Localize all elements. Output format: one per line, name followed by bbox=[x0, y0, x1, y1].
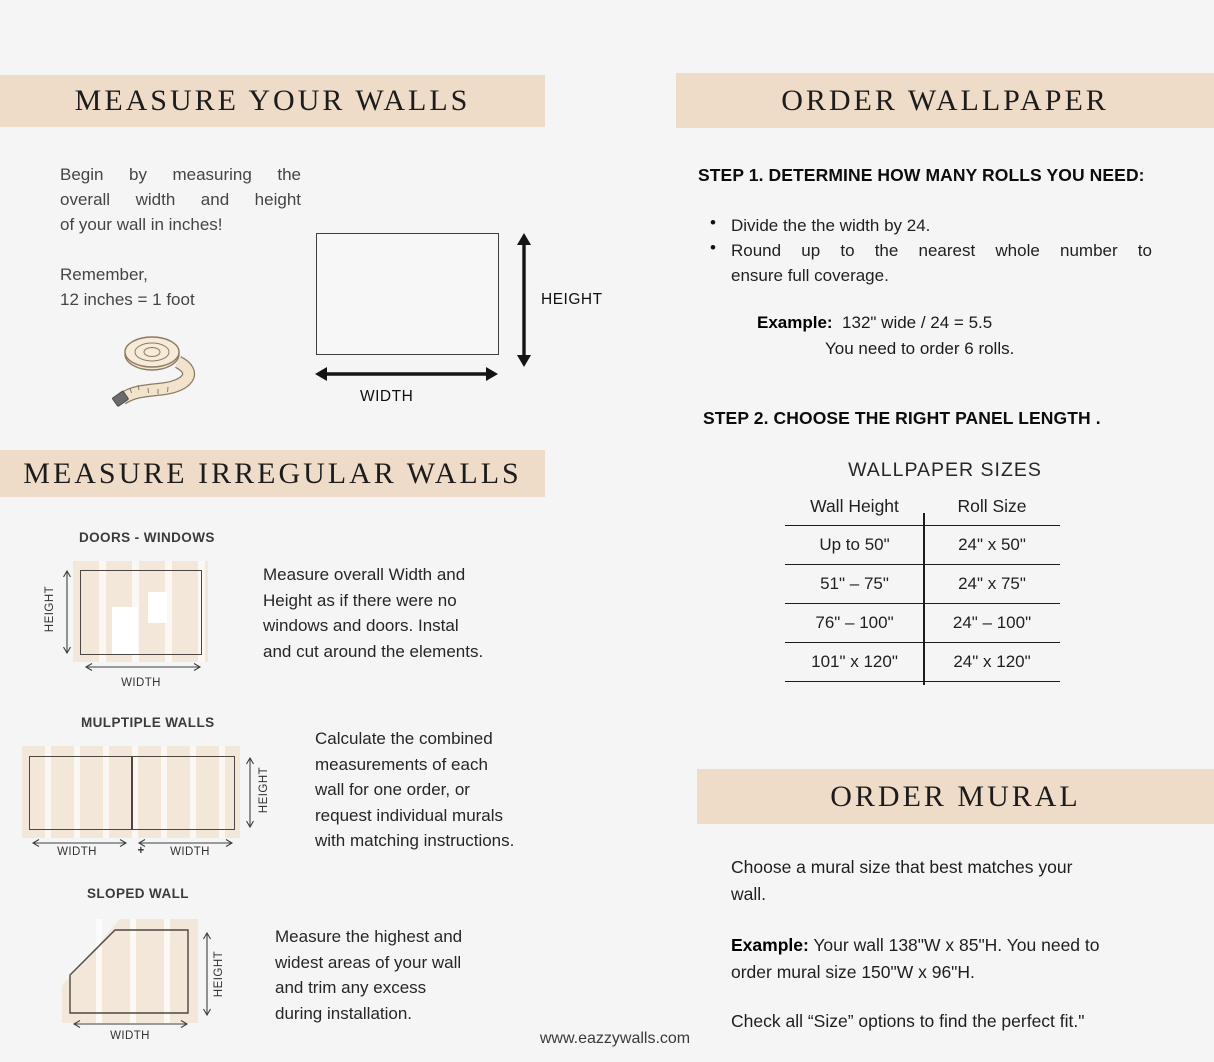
tape-measure-icon bbox=[108, 328, 210, 408]
text-line: wall for one order, or bbox=[315, 780, 470, 799]
multiple-walls-heading: MULPTIPLE WALLS bbox=[81, 715, 215, 730]
doors-windows-text bbox=[263, 562, 525, 664]
sloped-wall-diagram bbox=[58, 916, 208, 1028]
wall-divider-line bbox=[131, 756, 133, 829]
mural-example bbox=[731, 932, 1159, 986]
text-line: and cut around the elements. bbox=[263, 641, 484, 661]
multiple-height-arrow bbox=[245, 756, 255, 829]
sloped-height-arrow bbox=[202, 931, 212, 1017]
text-line: windows and doors. Instal bbox=[263, 616, 459, 635]
text-line: widest areas of your wall bbox=[275, 952, 462, 972]
doors-windows-wall-outline bbox=[80, 570, 202, 655]
step2-heading: STEP 2. CHOOSE THE RIGHT PANEL LENGTH . bbox=[703, 408, 1101, 428]
doors-height-label: HEIGHT bbox=[44, 585, 56, 633]
bullet-text bbox=[731, 238, 1152, 288]
wallpaper-example-line1 bbox=[757, 313, 992, 333]
intro-line: overall width and height bbox=[60, 190, 301, 209]
doors-height-arrow bbox=[62, 569, 72, 655]
bullet-icon: • bbox=[710, 238, 716, 257]
multiple-walls-text bbox=[315, 726, 580, 854]
height-arrow bbox=[516, 232, 532, 368]
text-line: Calculate the combined bbox=[315, 729, 493, 748]
example-label: Example: bbox=[731, 935, 809, 955]
bullet-text: Divide the the width by 24. bbox=[731, 216, 931, 235]
doors-width-arrow bbox=[84, 662, 202, 672]
text-line: during installation. bbox=[275, 1003, 413, 1023]
measure-walls-title: MEASURE YOUR WALLS bbox=[74, 84, 471, 117]
bullet-icon: • bbox=[710, 213, 716, 232]
door-shape bbox=[112, 607, 138, 654]
measure-intro-paragraph bbox=[60, 162, 301, 237]
remember-line: Remember, bbox=[60, 265, 148, 284]
height-label: HEIGHT bbox=[541, 291, 603, 308]
measure-walls-header-band bbox=[0, 75, 545, 127]
text-line: Measure overall Width and bbox=[263, 565, 466, 584]
wall-height-cell: 101" x 120" bbox=[811, 652, 898, 671]
text-line: wall. bbox=[731, 884, 767, 904]
text-line bbox=[731, 932, 1159, 959]
doors-windows-heading: DOORS - WINDOWS bbox=[79, 530, 215, 545]
text-line: Round up to the nearest whole number to bbox=[731, 241, 1152, 260]
remember-line: 12 inches = 1 foot bbox=[60, 290, 195, 309]
text-line: and trim any excess bbox=[275, 978, 427, 997]
wall-height-cell: Up to 50" bbox=[819, 535, 890, 554]
wallpaper-sizes-title: WALLPAPER SIZES bbox=[848, 459, 1042, 481]
example-value: 132" wide / 24 = 5.5 bbox=[842, 313, 993, 332]
website-link[interactable]: www.eazzywalls.com bbox=[539, 1030, 691, 1047]
order-mural-header-band bbox=[697, 769, 1214, 824]
text-line: request individual murals bbox=[315, 805, 504, 825]
intro-line: of your wall in inches! bbox=[60, 215, 223, 234]
table-divider-line bbox=[923, 513, 925, 685]
column-header: Roll Size bbox=[957, 495, 1027, 516]
intro-line: Begin by measuring the bbox=[60, 165, 301, 184]
bullet-item bbox=[710, 238, 1152, 288]
order-mural-title: ORDER MURAL bbox=[830, 779, 1081, 813]
irregular-walls-title: MEASURE IRREGULAR WALLS bbox=[23, 456, 522, 490]
multiple-width-label-right: WIDTH bbox=[170, 846, 210, 858]
example-label: Example: bbox=[757, 313, 833, 332]
roll-size-cell: 24" x 75" bbox=[958, 574, 1026, 593]
irregular-walls-header-band bbox=[0, 450, 545, 497]
sloped-wall-heading: SLOPED WALL bbox=[87, 886, 189, 901]
example-value: Your wall 138"W x 85"H. You need to bbox=[808, 935, 1100, 955]
sloped-height-label: HEIGHT bbox=[213, 950, 225, 998]
plus-sign: + bbox=[137, 845, 145, 857]
text-line: measurements of each bbox=[315, 754, 488, 774]
wall-height-cell: 51" – 75" bbox=[820, 574, 889, 593]
remember-note bbox=[60, 262, 301, 312]
doors-width-label: WIDTH bbox=[121, 677, 161, 689]
multiple-width-label-left: WIDTH bbox=[57, 846, 97, 858]
wallpaper-sizes-table bbox=[785, 487, 1060, 682]
rolls-bullet-list bbox=[710, 213, 1152, 288]
width-arrow bbox=[314, 366, 499, 382]
window-shape bbox=[148, 592, 167, 623]
sloped-width-label: WIDTH bbox=[110, 1030, 150, 1042]
order-wallpaper-title: ORDER WALLPAPER bbox=[781, 83, 1109, 117]
step1-heading: STEP 1. DETERMINE HOW MANY ROLLS YOU NEED: bbox=[698, 165, 1145, 185]
roll-size-cell: 24" x 120" bbox=[953, 652, 1031, 671]
column-header: Wall Height bbox=[810, 495, 899, 516]
text-line: Measure the highest and bbox=[275, 927, 463, 946]
wallpaper-example-line2: You need to order 6 rolls. bbox=[825, 339, 1015, 358]
text-line: with matching instructions. bbox=[315, 831, 515, 850]
roll-size-cell: 24" x 50" bbox=[958, 535, 1026, 554]
text-line: order mural size 150"W x 96"H. bbox=[731, 962, 975, 982]
text-line: Choose a mural size that best matches your bbox=[731, 857, 1073, 877]
roll-size-cell: 24" – 100" bbox=[952, 613, 1032, 632]
multiple-height-label: HEIGHT bbox=[258, 766, 270, 814]
mural-paragraph-3: Check all “Size” options to find the perfect fit." bbox=[731, 1011, 1085, 1031]
order-wallpaper-header-band bbox=[676, 73, 1214, 128]
mural-paragraph-1 bbox=[731, 854, 1159, 908]
sloped-width-arrow bbox=[72, 1019, 189, 1029]
width-label: WIDTH bbox=[360, 388, 414, 405]
bullet-item bbox=[710, 213, 1152, 238]
sloped-wall-text bbox=[275, 924, 525, 1026]
text-line: Height as if there were no bbox=[263, 590, 457, 610]
text-line: ensure full coverage. bbox=[731, 266, 889, 285]
wall-height-cell: 76" – 100" bbox=[815, 613, 894, 632]
wall-diagram-rectangle bbox=[316, 233, 499, 355]
